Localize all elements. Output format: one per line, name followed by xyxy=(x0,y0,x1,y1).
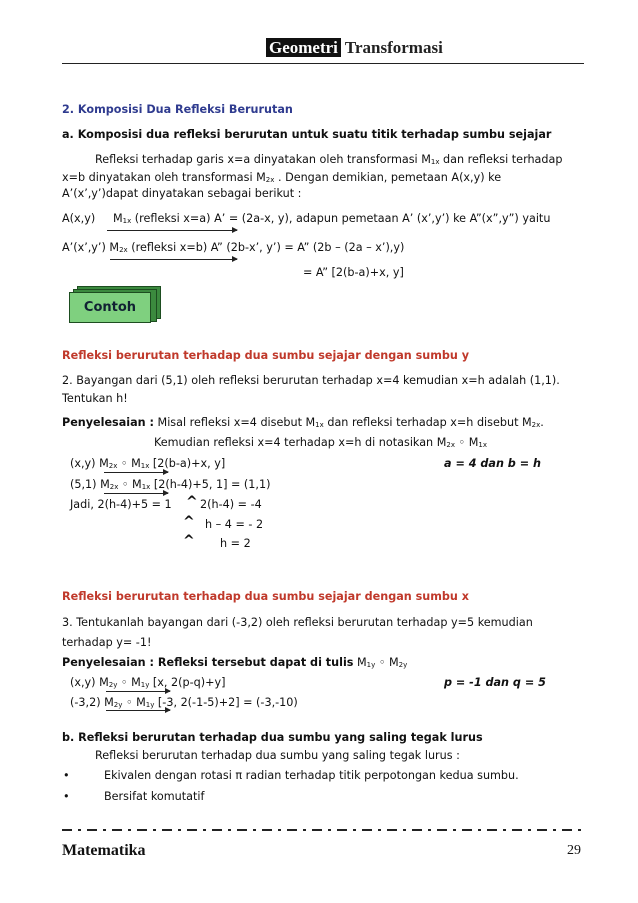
mapping-line: A’(x’,y’) M2x (refleksi x=b) A” (2b-x’, y’) = A” (2b – (2a – x’),y) xyxy=(62,241,405,254)
paragraph-line: Refleksi terhadap garis x=a dinyatakan oleh transformasi M1x dan refleksi terhadap xyxy=(95,153,563,166)
paragraph-line: x=b dinyatakan oleh transformasi M2x . Dengan demikian, pemetaan A(x,y) ke xyxy=(62,171,502,184)
mapping-result: = A” [2(b-a)+x, y] xyxy=(303,266,404,279)
solution-note: a = 4 dan b = h xyxy=(444,457,541,470)
solution-row: h = 2 xyxy=(220,537,251,550)
solution-line: Penyelesaian : Refleksi tersebut dapat di tulis M1y ◦ M2y xyxy=(62,656,408,669)
logical-and-symbol: ^ xyxy=(183,533,195,549)
solution-row: (5,1) M2x ◦ M1x [2(h-4)+5, 1] = (1,1) xyxy=(70,478,271,491)
solution-row: (x,y) M2x ◦ M1x [2(b-a)+x, y] xyxy=(70,457,226,470)
section-title: 2. Komposisi Dua Refleksi Berurutan xyxy=(62,103,293,116)
mapping-arrow xyxy=(110,259,237,260)
bullet-icon: • xyxy=(63,769,70,782)
page-header xyxy=(266,38,443,58)
bullet-item: Bersifat komutatif xyxy=(104,790,205,803)
header-title-rest: Transformasi xyxy=(344,38,443,57)
mapping-arrow xyxy=(106,691,170,692)
header-title-highlight: Geometri xyxy=(266,38,341,57)
bullet-icon: • xyxy=(63,790,70,803)
mapping-arrow xyxy=(104,472,168,473)
example-line: Tentukan h! xyxy=(62,392,128,405)
red-heading: Refleksi berurutan terhadap dua sumbu sejajar dengan sumbu x xyxy=(62,590,469,603)
mapping-line: A(x,y) M1x (refleksi x=a) A’ = (2a-x, y), adapun pemetaan A’ (x’,y’) ke A”(x”,y”) yaitu xyxy=(62,212,551,225)
solution-row: (-3,2) M2y ◦ M1y [-3, 2(-1-5)+2] = (-3,-10) xyxy=(70,696,298,709)
contoh-box xyxy=(69,286,159,326)
solution-row: 2(h-4) = -4 xyxy=(200,498,262,511)
solution-row: Jadi, 2(h-4)+5 = 1 xyxy=(70,498,172,511)
logical-and-symbol: ^ xyxy=(183,514,195,530)
solution-row: h – 4 = - 2 xyxy=(205,518,264,531)
example-line: 2. Bayangan dari (5,1) oleh refleksi berurutan terhadap x=4 kemudian x=h adalah (1,1). xyxy=(62,374,560,387)
logical-and-symbol: ^ xyxy=(186,494,198,510)
solution-line: Kemudian refleksi x=4 terhadap x=h di notasikan M2x ◦ M1x xyxy=(154,436,487,449)
solution-line: Penyelesaian : Misal refleksi x=4 disebut M1x dan refleksi terhadap x=h disebut M2x. xyxy=(62,416,544,429)
subsection-b-title: b. Refleksi berurutan terhadap dua sumbu yang saling tegak lurus xyxy=(62,731,483,744)
contoh-label: Contoh xyxy=(69,292,151,323)
page-number: 29 xyxy=(567,843,581,858)
mapping-arrow xyxy=(104,493,168,494)
header-rule xyxy=(62,63,584,64)
paragraph-line: A’(x’,y’)dapat dinyatakan sebagai berikut : xyxy=(62,187,302,200)
solution-note: p = -1 dan q = 5 xyxy=(444,676,546,689)
bullet-item: Ekivalen dengan rotasi π radian terhadap titik perpotongan kedua sumbu. xyxy=(104,769,519,782)
red-heading: Refleksi berurutan terhadap dua sumbu sejajar dengan sumbu y xyxy=(62,349,470,362)
footer-dashed-rule xyxy=(62,829,584,831)
example-line: 3. Tentukanlah bayangan dari (-3,2) oleh refleksi berurutan terhadap y=5 kemudian xyxy=(62,616,533,629)
solution-row: (x,y) M2y ◦ M1y [x, 2(p-q)+y] xyxy=(70,676,226,689)
example-line: terhadap y= -1! xyxy=(62,636,152,649)
mapping-arrow xyxy=(106,710,170,711)
mapping-arrow xyxy=(107,230,237,231)
paragraph-line: Refleksi berurutan terhadap dua sumbu yang saling tegak lurus : xyxy=(95,749,460,762)
subsection-a-title: a. Komposisi dua refleksi berurutan untuk suatu titik terhadap sumbu sejajar xyxy=(62,128,552,141)
footer-subject: Matematika xyxy=(62,842,146,859)
